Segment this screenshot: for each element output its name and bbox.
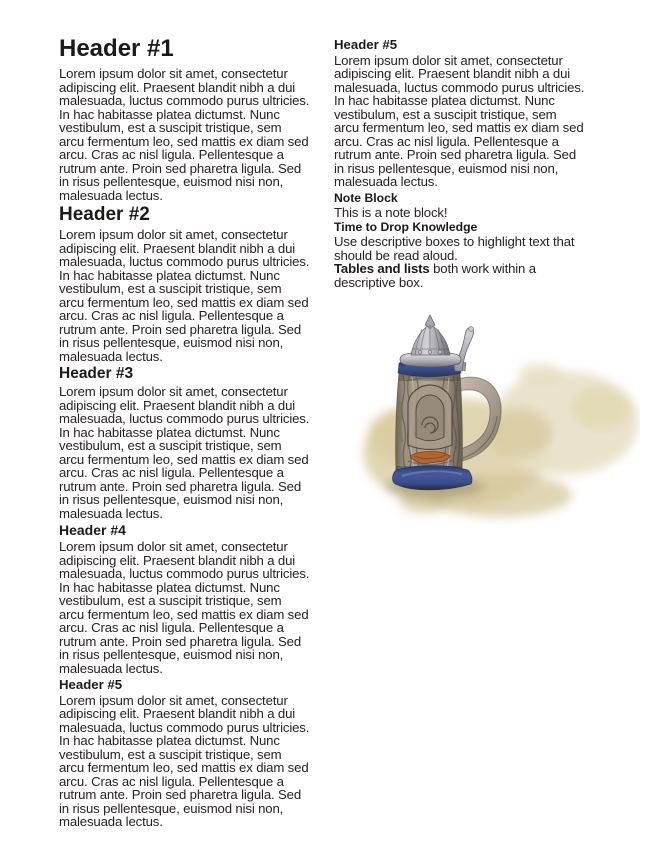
section-header-2: Header #2	[59, 204, 150, 226]
stein-body	[394, 373, 464, 472]
stein-lid	[400, 315, 474, 371]
tables-bold-lead: Tables and lists	[334, 261, 430, 277]
right-column	[334, 36, 585, 832]
section-body-1: Lorem ipsum dolor sit amet, consectetur adipiscing elit. Praesent blandit nibh a dui malesuada, luctus commodo purus ultricies. In hac habitasse platea dictumst. Nunc vestibulum, est a suscipit tristique, sem arcu fermentum leo, sed mattis ex diam sed arcu. Cras ac nisl ligula. Pellentesque a rutrum ante. Proin sed pharetra ligula. Sed in risus pellentesque, euismod nisi non, malesuada lectus.	[59, 66, 310, 203]
tables-rest: both work within a descriptive box.	[334, 261, 536, 290]
section-header-5-continued: Header #5	[334, 37, 398, 52]
section-body-5-continued: Lorem ipsum dolor sit amet, consectetur adipiscing elit. Praesent blandit nibh a dui malesuada, luctus commodo purus ultricies. In hac habitasse platea dictumst. Nunc vestibulum, est a suscipit tristique, sem arcu fermentum leo, sed mattis ex diam sed arcu. Cras ac nisl ligula. Pellentesque a rutrum ante. Proin sed pharetra ligula. Sed in risus pellentesque, euismod nisi non, malesuada lectus.	[334, 52, 585, 190]
section-body-4: Lorem ipsum dolor sit amet, consectetur adipiscing elit. Praesent blandit nibh a dui malesuada, luctus commodo purus ultricies. In hac habitasse platea dictumst. Nunc vestibulum, est a suscipit tristique, sem arcu fermentum leo, sed mattis ex diam sed arcu. Cras ac nisl ligula. Pellentesque a rutrum ante. Proin sed pharetra ligula. Sed in risus pellentesque, euismod nisi non, malesuada lectus.	[59, 539, 310, 676]
section-header-5: Header #5	[59, 677, 123, 693]
note-block-header: Note Block	[334, 190, 398, 205]
knowledge-body: Use descriptive boxes to highlight text that should be read aloud.	[334, 234, 575, 263]
section-header-4: Header #4	[59, 522, 126, 539]
left-column	[59, 36, 310, 832]
stein-base	[393, 466, 472, 490]
note-block-body: This is a note block!	[334, 205, 448, 221]
section-body-3: Lorem ipsum dolor sit amet, consectetur adipiscing elit. Praesent blandit nibh a dui malesuada, luctus commodo purus ultricies. In hac habitasse platea dictumst. Nunc vestibulum, est a suscipit tristique, sem arcu fermentum leo, sed mattis ex diam sed arcu. Cras ac nisl ligula. Pellentesque a rutrum ante. Proin sed pharetra ligula. Sed in risus pellentesque, euismod nisi non, malesuada lectus.	[59, 384, 310, 521]
beer-stein-illustration	[350, 313, 640, 525]
knowledge-header: Time to Drop Knowledge	[334, 219, 478, 234]
section-header-3: Header #3	[59, 365, 134, 383]
section-body-2: Lorem ipsum dolor sit amet, consectetur adipiscing elit. Praesent blandit nibh a dui malesuada, luctus commodo purus ultricies. In hac habitasse platea dictumst. Nunc vestibulum, est a suscipit tristique, sem arcu fermentum leo, sed mattis ex diam sed arcu. Cras ac nisl ligula. Pellentesque a rutrum ante. Proin sed pharetra ligula. Sed in risus pellentesque, euismod nisi non, malesuada lectus.	[59, 227, 310, 364]
section-body-5: Lorem ipsum dolor sit amet, consectetur adipiscing elit. Praesent blandit nibh a dui malesuada, luctus commodo purus ultricies. In hac habitasse platea dictumst. Nunc vestibulum, est a suscipit tristique, sem arcu fermentum leo, sed mattis ex diam sed arcu. Cras ac nisl ligula. Pellentesque a rutrum ante. Proin sed pharetra ligula. Sed in risus pellentesque, euismod nisi non, malesuada lectus.	[59, 692, 310, 830]
knowledge-tables-line	[334, 262, 585, 289]
section-header-1: Header #1	[59, 35, 174, 62]
